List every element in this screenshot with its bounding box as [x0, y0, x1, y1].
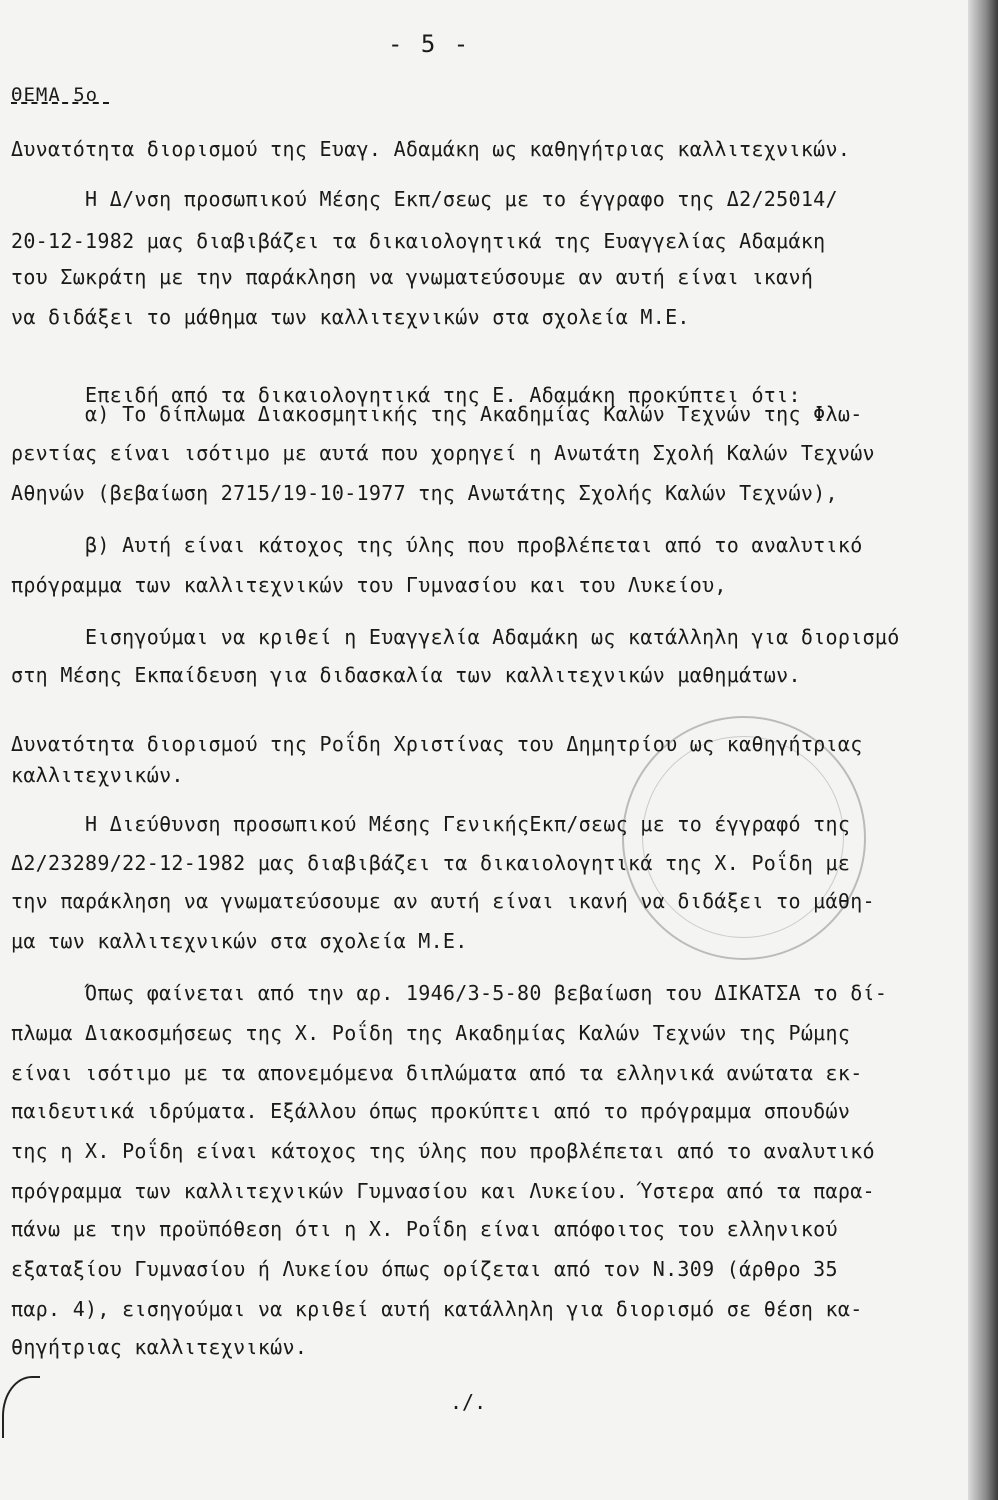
text-line: Δυνατότητα διορισμού της Ροΐδη Χριστίνας του Δημητρίου ως καθηγήτριας — [11, 732, 863, 756]
text-line: πλωμα Διακοσμήσεως της Χ. Ροΐδη της Ακαδημίας Καλών Τεχνών της Ρώμης — [11, 1021, 851, 1045]
heading-underline — [11, 102, 109, 104]
text-line: Επειδή από τα δικαιολογητικά της Ε. Αδαμάκη προκύπτει ότι: — [11, 383, 801, 407]
text-line: πρόγραμμα των καλλιτεχνικών του Γυμνασίου και του Λυκείου, — [11, 573, 727, 597]
text-line: Η Δ/νση προσωπικού Μέσης Εκπ/σεως με το έγγραφο της Δ2/25014/ — [11, 187, 838, 211]
text-line: την παράκληση να γνωματεύσουμε αν αυτή είναι ικανή να διδάξει το μάθη- — [11, 889, 875, 913]
text-line: Όπως φαίνεται από την αρ. 1946/3-5-80 βεβαίωση του ΔΙΚΑΤΣΑ το δί- — [11, 981, 888, 1005]
text-line: ρεντίας είναι ισότιμο με αυτά που χορηγεί η Ανωτάτη Σχολή Καλών Τεχνών — [11, 441, 875, 465]
text-line: εξαταξίου Γυμνασίου ή Λυκείου όπως ορίζεται από τον Ν.309 (άρθρο 35 — [11, 1257, 838, 1281]
text-line: Αθηνών (βεβαίωση 2715/19-10-1977 της Ανωτάτης Σχολής Καλών Τεχνών), — [11, 481, 838, 505]
text-line: θηγήτριας καλλιτεχνικών. — [11, 1335, 308, 1359]
text-line: της η Χ. Ροΐδη είναι κάτοχος της ύλης που προβλέπεται από το αναλυτικό — [11, 1139, 875, 1163]
text-line: 20-12-1982 μας διαβιβάζει τα δικαιολογητικά της Ευαγγελίας Αδαμάκη — [11, 229, 826, 253]
text-line: παρ. 4), εισηγούμαι να κριθεί αυτή κατάλληλη για διορισμό σε θέση κα- — [11, 1297, 863, 1321]
page-edge-shadow — [968, 0, 998, 1500]
text-line: πρόγραμμα των καλλιτεχνικών Γυμνασίου και Λυκείου. Ύστερα από τα παρα- — [11, 1179, 875, 1203]
section-heading: ΘΕΜΑ 5ο — [11, 84, 99, 106]
text-line: α) Το δίπλωμα Διακοσμητικής της Ακαδημίας Καλών Τεχνών της Φλω- — [11, 402, 863, 426]
text-line: μα των καλλιτεχνικών στα σχολεία Μ.Ε. — [11, 929, 468, 953]
text-line: του Σωκράτη με την παράκληση να γνωματεύσουμε αν αυτή είναι ικανή — [11, 265, 814, 289]
text-line: καλλιτεχνικών. — [11, 763, 184, 787]
text-line: παιδευτικά ιδρύματα. Εξάλλου όπως προκύπτει από το πρόγραμμα σπουδών — [11, 1099, 851, 1123]
margin-mark — [2, 1376, 40, 1438]
text-line: είναι ισότιμο με τα απονεμόμενα διπλώματα από τα ελληνικά ανώτατα εκ- — [11, 1061, 863, 1085]
text-line: πάνω με την προϋπόθεση ότι η Χ. Ροΐδη είναι απόφοιτος του ελληνικού — [11, 1217, 838, 1241]
text-line: στη Μέσης Εκπαίδευση για διδασκαλία των καλλιτεχνικών μαθημάτων. — [11, 663, 801, 687]
text-line: να διδάξει το μάθημα των καλλιτεχνικών στα σχολεία Μ.Ε. — [11, 305, 690, 329]
text-line: Δυνατότητα διορισμού της Ευαγ. Αδαμάκη ως καθηγήτριας καλλιτεχνικών. — [11, 137, 851, 161]
closing-mark: ./. — [450, 1390, 487, 1414]
text-line: β) Αυτή είναι κάτοχος της ύλης που προβλέπεται από το αναλυτικό — [11, 533, 863, 557]
text-line: Δ2/23289/22-12-1982 μας διαβιβάζει τα δικαιολογητικά της Χ. Ροΐδη με — [11, 851, 851, 875]
text-line: Εισηγούμαι να κριθεί η Ευαγγελία Αδαμάκη ως κατάλληλη για διορισμό — [11, 625, 900, 649]
page-number: - 5 - — [388, 30, 471, 58]
text-line: Η Διεύθυνση προσωπικού Μέσης ΓενικήςΕκπ/σεως με το έγγραφό της — [11, 812, 851, 836]
